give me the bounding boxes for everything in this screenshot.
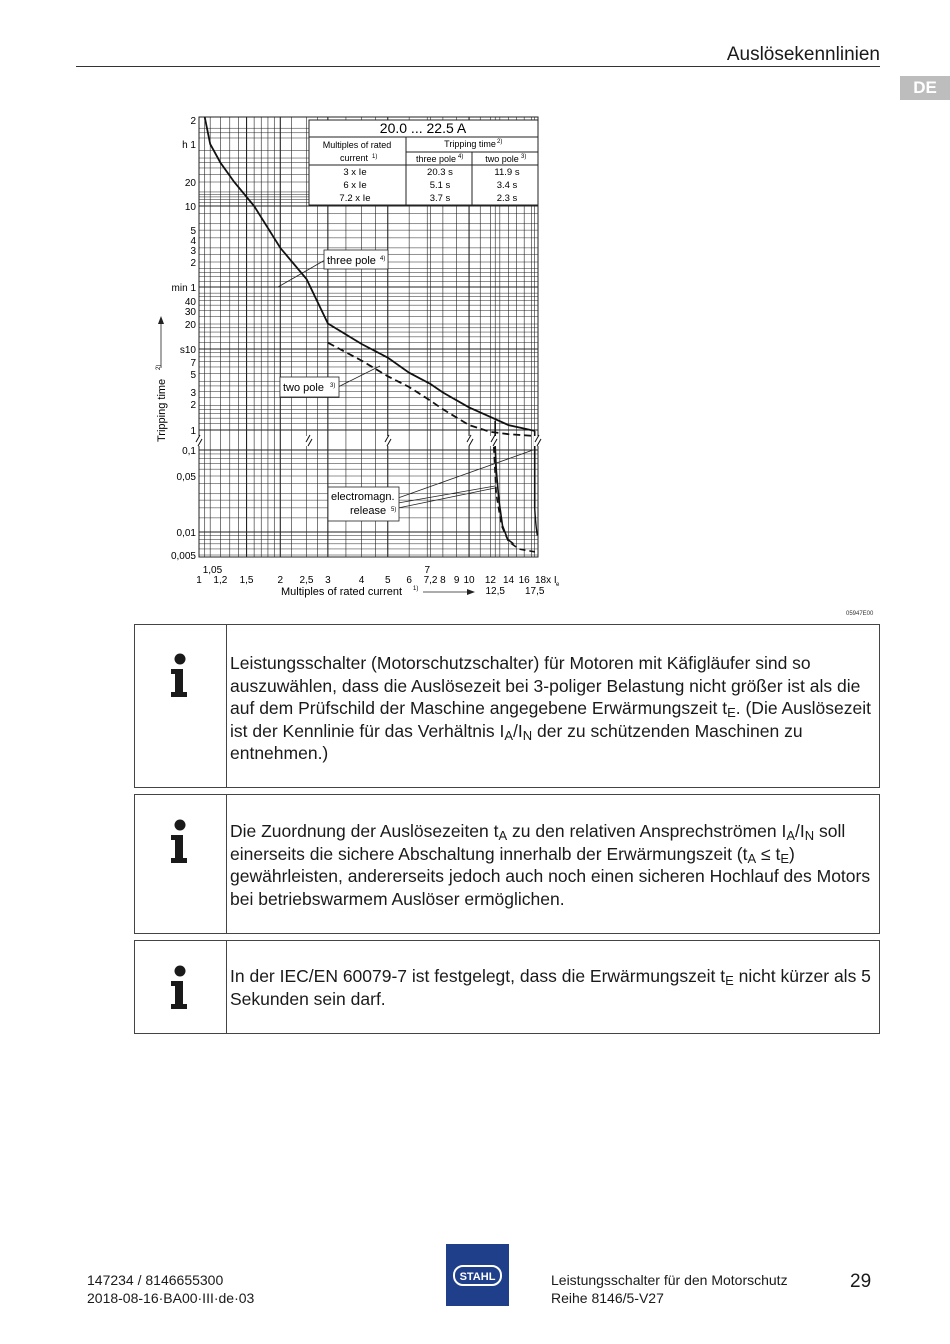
y-axis-label: Tripping time [156, 378, 168, 442]
x-tick-label-extra: 17,5 [524, 586, 545, 597]
table-cell-multiple: 6 x Ie [343, 180, 367, 191]
y-tick-label: min 1 [171, 283, 196, 294]
info-box-2 [134, 794, 880, 934]
y-tick-label: 20 [184, 178, 196, 189]
info-box-1 [134, 624, 880, 788]
x-axis-label: Multiples of rated current [281, 586, 403, 598]
y-tick-label: 5 [190, 226, 196, 237]
subscript: A [747, 850, 757, 866]
table-cell-two-pole: 3.4 s [496, 180, 518, 191]
x-tick-label: 18x I [535, 575, 557, 586]
label-two-pole-sup: 3) [330, 383, 336, 389]
y-tick-label: 3 [190, 388, 196, 399]
stahl-logo-text: STAHL [459, 1271, 496, 1283]
table-col1-header-line1: Multiples of rated [322, 140, 392, 150]
x-tick-label: 8 [440, 575, 446, 586]
y-tick-label: 7 [190, 358, 196, 369]
x-tick-label: 6 [406, 575, 412, 586]
y-axis-label-sup: 2) [156, 364, 162, 370]
subscript: N [804, 828, 815, 843]
table-tripping-header-sup: 2) [497, 139, 503, 145]
table-title: 20.0 ... 22.5 A [379, 120, 467, 136]
info-icon-cell [135, 941, 227, 1033]
info-icon-cell [135, 625, 227, 787]
label-two-pole-text: two pole [283, 382, 324, 394]
y-tick-label: 10 [184, 202, 196, 213]
footer-doc-number: 147234 / 8146655300 [87, 1272, 224, 1288]
info-text-2: Die Zuordnung der Auslösezeiten $t_A$ zu den relativen Ansprechströmen $I_A/I_N$ soll einerseits die sichere Abschaltung innerhalb der Erwärmungszeit $(t_A \le t_E)$ gewährleisten, andererseits jedoch auch noch einen sicheren Hochlauf des Motors bei betriebswarmem Auslöser ermöglichen. [230, 821, 871, 909]
x-tick-label: 14 [502, 575, 515, 586]
label-three-pole-sup: 4) [380, 256, 386, 262]
y-tick-label: s10 [179, 345, 196, 356]
table-three-pole-header: three pole [415, 154, 457, 164]
table-cell-multiple: 7.2 x Ie [339, 193, 371, 204]
x-tick-label: 1 [196, 575, 202, 586]
page-number: 29 [850, 1271, 872, 1292]
table-col1-header-line2: current [339, 153, 369, 163]
x-tick-label: 10 [463, 575, 475, 586]
x-tick-label: 7,2 [423, 575, 438, 586]
y-tick-label: h 1 [182, 140, 196, 151]
info-text-3: In der IEC/EN 60079-7 ist festgelegt, dass die Erwärmungszeit $t_E$ nicht kürzer als 5 Sekunden sein darf. [230, 966, 871, 1009]
footer-product-line2: Reihe 8146/5-V27 [551, 1290, 664, 1306]
table-col1-header-sup: 1) [372, 154, 378, 160]
table-cell-two-pole: 11.9 s [494, 167, 520, 178]
y-tick-label: 0,1 [182, 446, 196, 457]
footer-doc-date: 2018-08-16·BA00·III·de·03 [87, 1290, 255, 1306]
table-two-pole-sup: 3) [521, 154, 527, 160]
x-tick-label: 1,2 [213, 575, 228, 586]
tripping-time-table [309, 120, 538, 205]
info-icon [169, 965, 189, 1010]
y-tick-label: 20 [184, 320, 196, 331]
y-tick-label: 5 [190, 370, 196, 381]
y-tick-label: 0,01 [176, 528, 196, 539]
label-three-pole-text: three pole [327, 255, 376, 267]
release-tail [535, 508, 538, 536]
x-tick-label: 2 [277, 575, 284, 586]
language-tab: DE [900, 76, 950, 100]
x-tick-label-extra: 1,05 [202, 565, 223, 576]
x-tick-label: 4 [358, 575, 365, 586]
y-axis-tick-labels [171, 116, 196, 562]
x-tick-label: 12 [484, 575, 497, 586]
y-tick-label: 40 [184, 297, 196, 308]
x-tick-label: 1,5 [239, 575, 254, 586]
label-electromagn-line1: electromagn. [331, 491, 395, 503]
tripping-characteristic-chart [0, 0, 950, 610]
label-two-pole [280, 366, 380, 397]
y-tick-label: 2 [190, 258, 196, 269]
subscript: A [786, 828, 796, 843]
x-axis-label-sup: 1) [413, 586, 419, 592]
header-title: Auslösekennlinien [726, 44, 880, 65]
table-two-pole-header: two pole [485, 154, 519, 164]
stahl-logo [446, 1244, 509, 1306]
y-tick-label: 2 [190, 116, 196, 127]
label-electromagn-line2: release [350, 505, 387, 517]
table-cell-three-pole: 5.1 s [429, 180, 451, 191]
x-tick-label-extra: 7 [424, 565, 431, 576]
figure-code: 05947E00 [846, 611, 874, 617]
y-tick-label: 1 [190, 426, 196, 437]
x-tick-label: 3 [325, 575, 331, 586]
table-cell-two-pole: 2.3 s [496, 193, 518, 204]
info-icon [169, 653, 189, 698]
y-tick-label: 3 [190, 246, 196, 257]
subscript: E [780, 850, 790, 866]
table-cell-multiple: 3 x Ie [343, 167, 367, 178]
subscript: N [522, 727, 533, 743]
info-box-3 [134, 940, 880, 1034]
x-tick-label: 9 [453, 575, 460, 586]
y-tick-label: 4 [190, 236, 196, 247]
info-icon [169, 819, 189, 864]
info-text-1: Leistungsschalter (Motorschutzschalter) für Motoren mit Käfigläufer sind so auszuwählen, dass die Auslösezeit bei 3-poliger Belastung nicht größer ist als die auf dem Prüfschild der Maschine angegebene Erwärmungszeit $t_E$. (Die Auslösezeit ist der Kennlinie für das Verhältnis $I_A/I_N$ der zu schützenden Maschinen zu entnehmen.) [230, 653, 871, 763]
y-tick-label: 2 [190, 400, 196, 411]
y-tick-label: 0,005 [170, 551, 196, 562]
subscript: E [725, 973, 734, 988]
subscript: A [498, 828, 508, 843]
table-cell-three-pole: 20.3 s [427, 167, 453, 178]
subscript: E [727, 705, 736, 720]
x-tick-label: 5 [384, 575, 391, 586]
table-three-pole-sup: 4) [458, 154, 464, 160]
table-cell-three-pole: 3.7 s [429, 193, 451, 204]
y-tick-label: 0,05 [176, 472, 196, 483]
x-axis-unit-sub: e [556, 582, 560, 588]
x-tick-label-extra: 12,5 [485, 586, 505, 597]
label-electromagn-sup: 5) [391, 507, 397, 513]
x-tick-label: 16 [518, 575, 530, 586]
info-icon-cell [135, 795, 227, 933]
x-tick-label: 2,5 [299, 575, 314, 586]
subscript: A [504, 727, 513, 743]
y-axis-title [156, 365, 168, 442]
table-tripping-header: Tripping time [444, 139, 496, 149]
footer-product-line1: Leistungsschalter für den Motorschutz [551, 1272, 788, 1288]
y-tick-label: 30 [184, 307, 196, 318]
